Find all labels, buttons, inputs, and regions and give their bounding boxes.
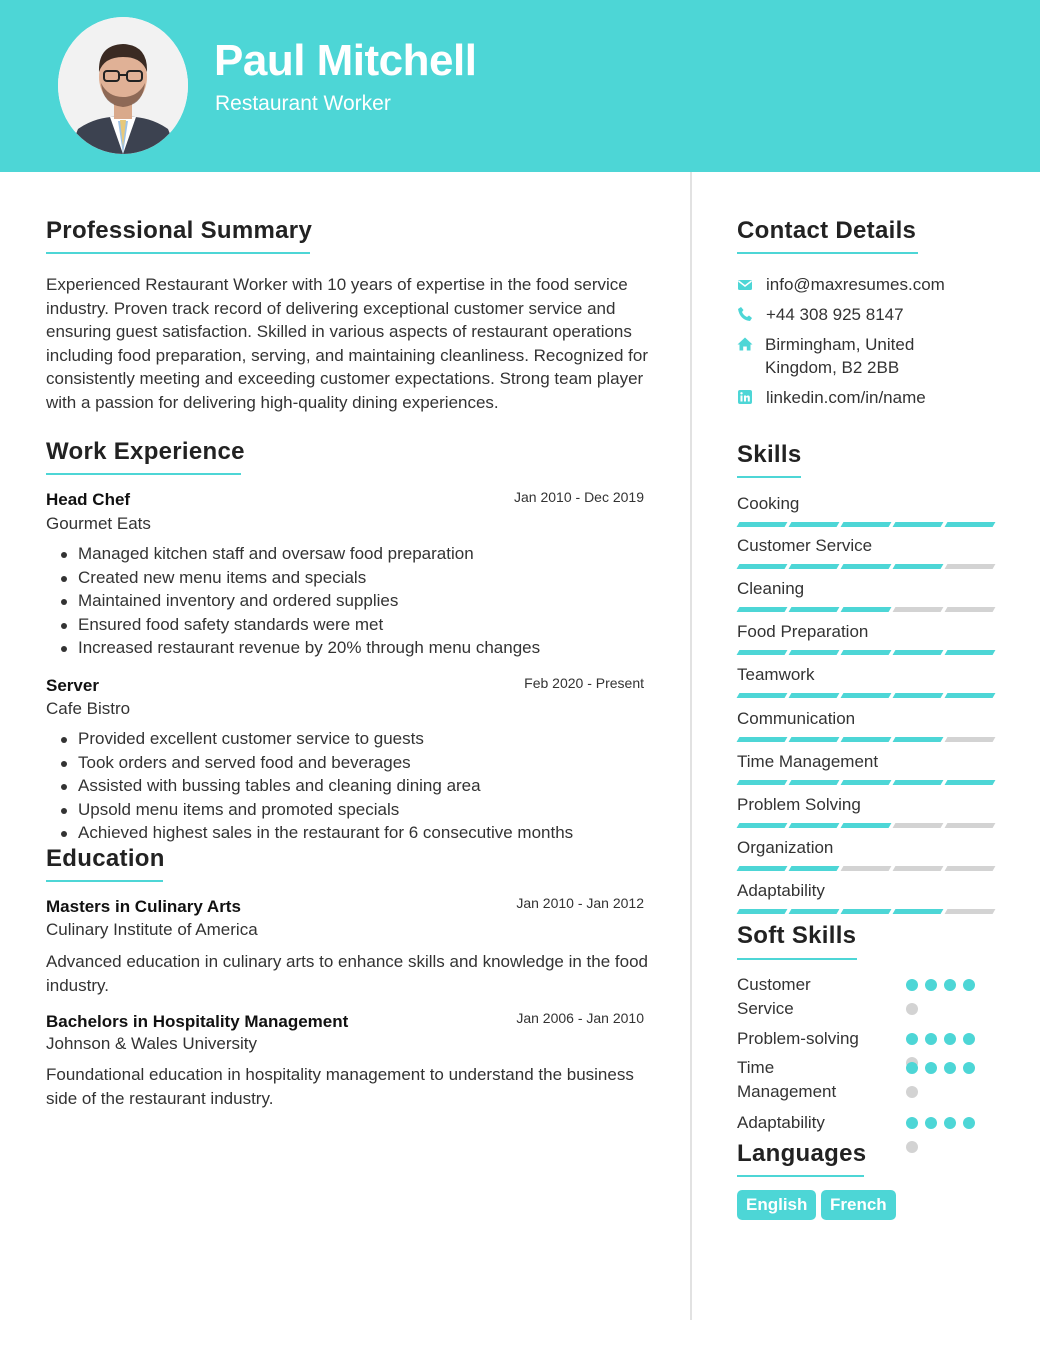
experience-underline	[46, 473, 241, 475]
skill-level-segment	[841, 607, 892, 612]
skill-level-segment	[737, 650, 788, 655]
soft-skill-label-line: Service	[737, 999, 794, 1018]
skill-level-segment	[789, 564, 840, 569]
skill-label: Time Management	[737, 752, 879, 771]
job-title: Server	[46, 676, 99, 695]
education-underline	[46, 880, 163, 882]
skill-level-segment	[841, 780, 892, 785]
skill-level-segment	[737, 607, 788, 612]
bullet-item: Created new menu items and specials	[78, 566, 540, 590]
bullet-item: Maintained inventory and ordered supplies	[78, 589, 540, 613]
education-heading: Education	[46, 845, 165, 872]
soft-skill-label	[737, 1056, 897, 1104]
skill-level-segment	[945, 607, 996, 612]
skill-level-segment	[841, 650, 892, 655]
contact-linkedin[interactable]: linkedin.com/in/name	[766, 388, 926, 407]
skill-level-bar	[738, 693, 994, 698]
education-dates: Jan 2010 - Jan 2012	[516, 895, 644, 911]
skill-level-segment	[893, 866, 944, 871]
job-bullets	[78, 727, 573, 845]
skill-level-segment	[789, 693, 840, 698]
soft-skill-label-line: Time	[737, 1058, 775, 1077]
skill-label: Adaptability	[737, 881, 825, 900]
skill-level-segment	[945, 564, 996, 569]
candidate-name: Paul Mitchell	[214, 36, 477, 85]
soft-skill-rating-dot	[944, 1033, 956, 1045]
soft-skill-rating-dot	[963, 979, 975, 991]
profile-photo-icon	[58, 17, 188, 154]
skill-level-segment	[737, 737, 788, 742]
skill-level-segment	[893, 737, 944, 742]
contact-address-line2: Kingdom, B2 2BB	[765, 358, 900, 377]
bullet-item: Took orders and served food and beverages	[78, 751, 573, 775]
skill-level-segment	[841, 737, 892, 742]
skill-label: Teamwork	[737, 665, 815, 684]
skill-level-segment	[945, 780, 996, 785]
soft-skill-rating-dot	[906, 979, 918, 991]
skill-level-bar	[738, 823, 994, 828]
education-description: Foundational education in hospitality management to understand the business side of the restaurant industry.	[46, 1065, 634, 1108]
contact-phone[interactable]: +44 308 925 8147	[766, 305, 904, 324]
soft-skills-underline	[737, 958, 857, 960]
soft-skill-rating-dot	[963, 1062, 975, 1074]
bullet-item: Managed kitchen staff and oversaw food preparation	[78, 542, 540, 566]
skill-level-segment	[789, 650, 840, 655]
skill-level-segment	[893, 909, 944, 914]
language-tag: English	[737, 1190, 816, 1220]
contact-heading: Contact Details	[737, 217, 917, 244]
skill-level-segment	[893, 780, 944, 785]
linkedin-icon	[737, 389, 753, 405]
skill-label: Customer Service	[737, 536, 873, 555]
soft-skill-rating-dot	[925, 1117, 937, 1129]
skill-level-segment	[841, 909, 892, 914]
school-name: Culinary Institute of America	[46, 920, 258, 939]
skill-level-segment	[945, 737, 996, 742]
skill-level-segment	[789, 909, 840, 914]
job-dates: Feb 2020 - Present	[524, 675, 644, 691]
skill-level-segment	[893, 650, 944, 655]
candidate-title: Restaurant Worker	[215, 92, 391, 115]
skill-level-bar	[738, 737, 994, 742]
soft-skill-rating-dot	[963, 1033, 975, 1045]
degree-title: Bachelors in Hospitality Management	[46, 1012, 349, 1031]
soft-skill-label-line: Management	[737, 1082, 837, 1101]
skill-level-segment	[737, 564, 788, 569]
skill-level-segment	[737, 909, 788, 914]
header-banner	[0, 0, 1040, 172]
contact-email[interactable]: info@maxresumes.com	[766, 275, 945, 294]
skill-level-segment	[945, 823, 996, 828]
soft-skill-label-line: Customer	[737, 975, 811, 994]
skill-level-segment	[789, 522, 840, 527]
skill-level-segment	[945, 866, 996, 871]
skill-level-segment	[893, 823, 944, 828]
skill-level-segment	[945, 522, 996, 527]
bullet-item: Increased restaurant revenue by 20% through menu changes	[78, 636, 540, 660]
degree-title: Masters in Culinary Arts	[46, 897, 241, 916]
soft-skill-rating-dot	[944, 1062, 956, 1074]
soft-skill-rating-dot	[925, 1033, 937, 1045]
soft-skill-label	[737, 1111, 897, 1135]
skills-heading: Skills	[737, 441, 802, 468]
experience-heading: Work Experience	[46, 438, 245, 465]
envelope-icon	[737, 277, 753, 293]
summary-underline	[46, 252, 310, 254]
soft-skill-rating-dot	[944, 1117, 956, 1129]
skill-level-segment	[841, 866, 892, 871]
skill-level-segment	[945, 909, 996, 914]
skill-level-segment	[737, 780, 788, 785]
home-icon	[737, 336, 753, 352]
language-tag: French	[821, 1190, 896, 1220]
soft-skill-rating-dot	[906, 1003, 918, 1015]
education-dates: Jan 2006 - Jan 2010	[516, 1010, 644, 1026]
job-company: Cafe Bistro	[46, 699, 131, 718]
skill-level-segment	[841, 522, 892, 527]
languages-heading: Languages	[737, 1140, 867, 1167]
contact-address-line1: Birmingham, United	[765, 335, 915, 354]
skill-level-bar	[738, 650, 994, 655]
job-bullets	[78, 542, 540, 660]
soft-skill-rating-dot	[925, 1062, 937, 1074]
soft-skill-rating-dot	[906, 1141, 918, 1153]
soft-skill-rating-dot	[906, 1086, 918, 1098]
contact-underline	[737, 252, 918, 254]
job-title: Head Chef	[46, 490, 131, 509]
skill-label: Communication	[737, 709, 856, 728]
soft-skill-rating-dot	[906, 1033, 918, 1045]
education-description: Advanced education in culinary arts to enhance skills and knowledge in the food industry.	[46, 952, 648, 995]
bullet-item: Provided excellent customer service to guests	[78, 727, 573, 751]
skill-level-segment	[789, 780, 840, 785]
skill-level-segment	[841, 564, 892, 569]
skill-level-bar	[738, 564, 994, 569]
skill-level-bar	[738, 522, 994, 527]
soft-skills-heading: Soft Skills	[737, 922, 857, 949]
bullet-item: Assisted with bussing tables and cleaning dining area	[78, 774, 573, 798]
column-divider	[690, 172, 692, 1320]
skill-level-segment	[737, 866, 788, 871]
skill-level-bar	[738, 607, 994, 612]
soft-skill-label	[737, 973, 897, 1021]
skill-level-segment	[737, 522, 788, 527]
soft-skill-rating-dot	[925, 979, 937, 991]
soft-skill-label	[737, 1027, 897, 1051]
skill-level-segment	[893, 564, 944, 569]
skill-level-segment	[945, 650, 996, 655]
soft-skill-rating-dot	[944, 979, 956, 991]
skill-level-segment	[841, 823, 892, 828]
skill-level-segment	[789, 607, 840, 612]
bullet-item: Ensured food safety standards were met	[78, 613, 540, 637]
summary-text: Experienced Restaurant Worker with 10 years of expertise in the food service industry. Proven track record of delivering exceptional customer service and ensuring guest satisfaction. Skilled in various aspects of restaurant operations including food preparation, serving, and maintaining cleanliness. Recognized for consistently meeting and exceeding customer expectations. Strong team player with a passion for delivering high-quality dining experiences.	[46, 275, 648, 412]
soft-skill-rating-dot	[906, 1062, 918, 1074]
soft-skill-label-line: Adaptability	[737, 1113, 825, 1132]
skill-level-segment	[893, 522, 944, 527]
phone-icon	[737, 306, 753, 322]
job-dates: Jan 2010 - Dec 2019	[514, 489, 644, 505]
languages-underline	[737, 1175, 864, 1177]
school-name: Johnson & Wales University	[46, 1034, 258, 1053]
skill-level-segment	[737, 823, 788, 828]
soft-skill-rating-dot	[963, 1117, 975, 1129]
skill-level-segment	[789, 866, 840, 871]
avatar	[58, 17, 188, 154]
summary-heading: Professional Summary	[46, 217, 313, 244]
skill-level-bar	[738, 866, 994, 871]
soft-skill-rating-dot	[906, 1117, 918, 1129]
bullet-item: Achieved highest sales in the restaurant for 6 consecutive months	[78, 821, 573, 845]
skill-label: Problem Solving	[737, 795, 861, 814]
skill-level-bar	[738, 780, 994, 785]
skill-level-segment	[893, 607, 944, 612]
skill-label: Food Preparation	[737, 622, 869, 641]
skill-label: Cleaning	[737, 579, 805, 598]
skills-underline	[737, 476, 801, 478]
skill-level-segment	[945, 693, 996, 698]
skill-level-segment	[841, 693, 892, 698]
skill-level-bar	[738, 909, 994, 914]
job-company: Gourmet Eats	[46, 514, 151, 533]
skill-level-segment	[789, 737, 840, 742]
bullet-item: Upsold menu items and promoted specials	[78, 798, 573, 822]
soft-skill-label-line: Problem-solving	[737, 1029, 859, 1048]
skill-label: Organization	[737, 838, 834, 857]
skill-label: Cooking	[737, 494, 800, 513]
skill-level-segment	[893, 693, 944, 698]
skill-level-segment	[789, 823, 840, 828]
skill-level-segment	[737, 693, 788, 698]
